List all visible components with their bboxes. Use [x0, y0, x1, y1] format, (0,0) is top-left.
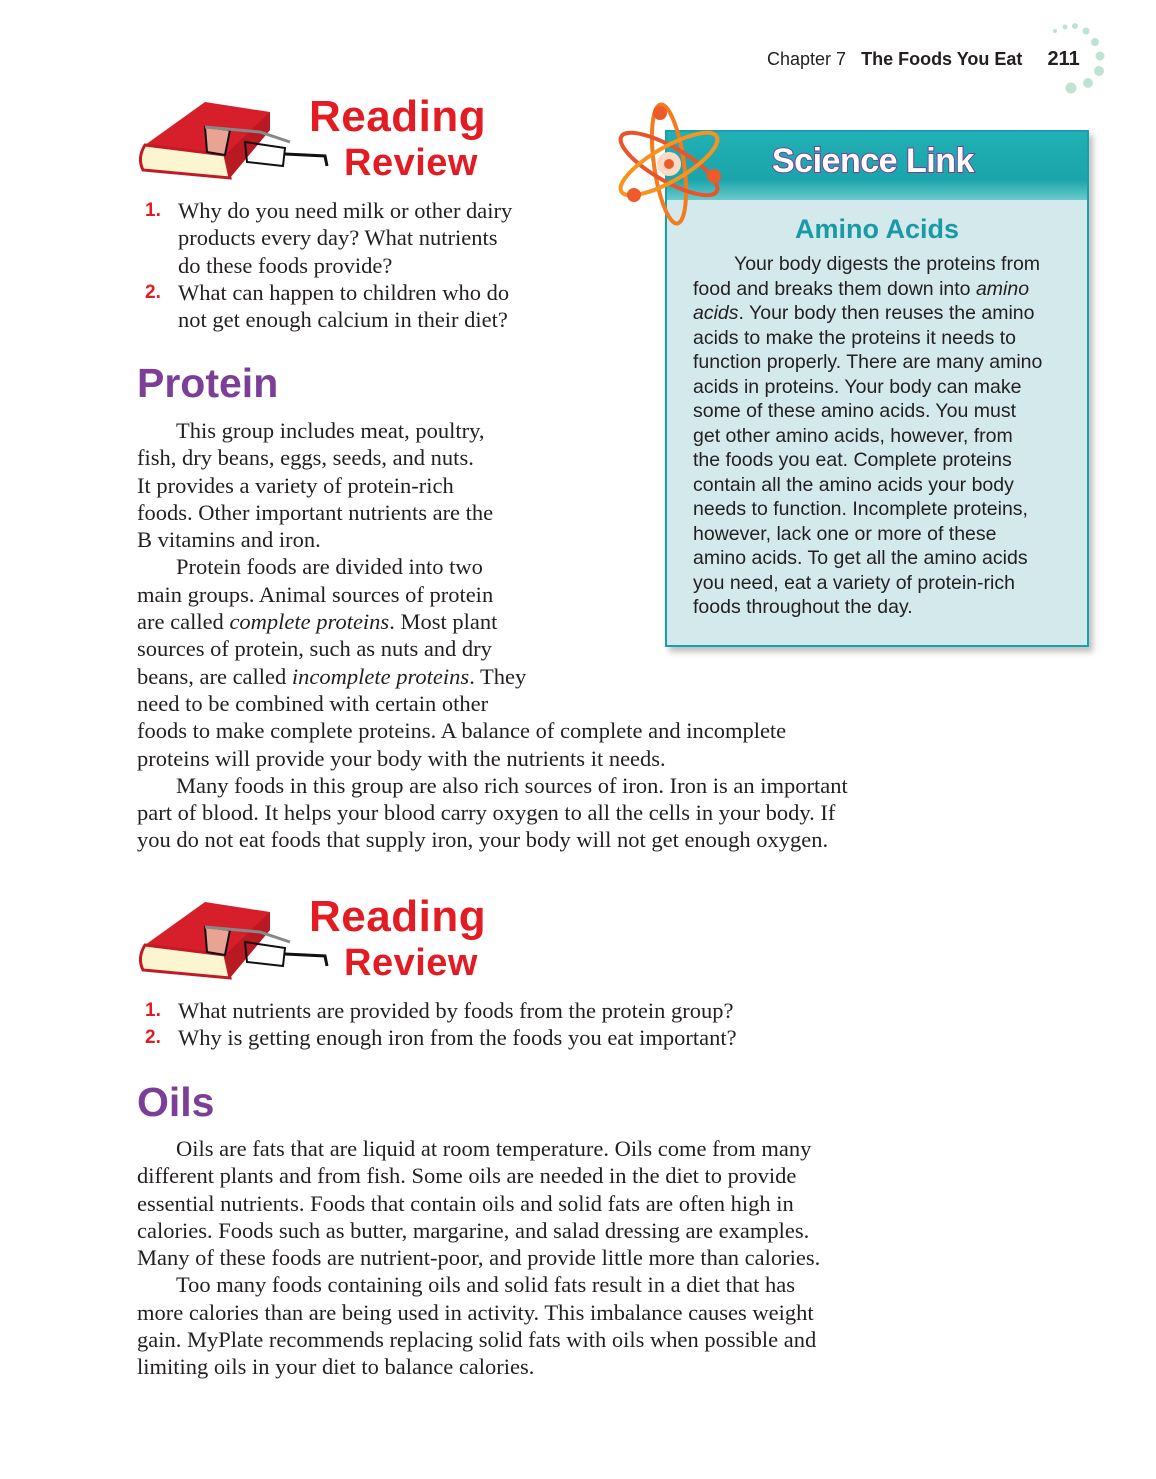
text-segment: . Most plant [389, 609, 498, 635]
running-header [767, 48, 1080, 71]
science-link-banner [667, 132, 1087, 200]
text-segment: part of blood. It helps your blood carry oxygen to all the cells in your body. If [137, 800, 836, 826]
text-line [137, 745, 848, 772]
text-segment: Many foods in this group are also rich sources of iron. Iron is an important [176, 772, 848, 798]
text-segment: It provides a variety of protein-rich [137, 472, 454, 498]
text-line [693, 252, 1042, 277]
reading-review-title-line1: Reading [309, 92, 487, 141]
text-segment: This group includes meat, poultry, [176, 418, 485, 443]
text-segment: amino acids. To get all the amino acids [693, 547, 1028, 569]
chapter-label: Chapter 7 [767, 49, 847, 69]
text-line [693, 595, 1042, 620]
text-line [137, 799, 848, 826]
text-line [693, 473, 1042, 498]
text-line [693, 277, 1042, 302]
text-line [137, 1135, 820, 1162]
text-line [693, 350, 1042, 375]
italic-term: acids [693, 302, 739, 324]
text-segment: Protein foods are divided into two [176, 554, 483, 580]
reading-review-header [135, 92, 495, 195]
text-segment: Many of these foods are nutrient-poor, and provide little more than calories. [137, 1245, 821, 1271]
science-link-label: Science Link [772, 142, 974, 180]
text-segment: Oils are fats that are liquid at room temperature. Oils come from many [176, 1136, 812, 1161]
question-line: Why do you need milk or other dairy [178, 198, 513, 223]
text-segment: foods to make complete proteins. A balance of complete and incomplete [137, 718, 787, 744]
text-segment: calories. Foods such as butter, margarine, and salad dressing are examples. [137, 1217, 810, 1243]
text-line [693, 375, 1042, 400]
text-segment: food and breaks them down into [693, 277, 976, 300]
text-line [693, 522, 1042, 547]
reading-review-title-line1: Reading [309, 892, 487, 941]
text-line [693, 301, 1042, 326]
decorative-dots-icon [1045, 18, 1115, 98]
reading-review-questions [137, 997, 857, 1052]
italic-term: incomplete proteins [291, 663, 470, 689]
text-line [137, 1162, 820, 1189]
atom-icon [612, 100, 727, 228]
text-segment: Your body digests the proteins from [734, 253, 1041, 275]
text-segment: limiting oils in your diet to balance calories. [137, 1354, 535, 1380]
question-item [137, 1024, 857, 1051]
science-link-box [665, 130, 1089, 647]
science-link-body [693, 252, 1042, 620]
text-segment: different plants and from fish. Some oils are needed in the diet to provide [137, 1163, 797, 1189]
question-line: What nutrients are provided by foods from the protein group? [178, 998, 734, 1023]
text-segment: acids in proteins. Your body can make [693, 375, 1022, 398]
question-item [137, 197, 577, 279]
text-segment: some of these amino acids. You must [693, 400, 1017, 422]
question-line: do these foods provide? [178, 252, 393, 278]
text-segment: contain all the amino acids your body [693, 473, 1014, 496]
reading-review-title-line2: Review [344, 942, 478, 984]
text-line [137, 1271, 820, 1298]
text-segment: need to be combined with certain other [137, 690, 489, 716]
question-line: products every day? What nutrients [178, 225, 498, 251]
text-line [137, 690, 848, 717]
text-segment: fish, dry beans, eggs, seeds, and nuts. [137, 445, 474, 471]
reading-review-header [135, 892, 495, 995]
text-line [137, 1299, 820, 1326]
text-line [693, 571, 1042, 596]
text-line [137, 826, 848, 853]
oils-body [137, 1135, 820, 1381]
text-segment: gain. MyPlate recommends replacing solid fats with oils when possible and [137, 1327, 817, 1353]
text-segment: main groups. Animal sources of protein [137, 581, 494, 607]
text-line [693, 424, 1042, 449]
text-segment: Too many foods containing oils and solid fats result in a diet that has [176, 1272, 795, 1298]
text-segment: you do not eat foods that supply iron, your body will not get enough oxygen. [137, 827, 829, 853]
question-number: 2. [145, 1027, 161, 1049]
text-line [137, 772, 848, 799]
text-segment: sources of protein, such as nuts and dry [137, 636, 492, 662]
section-heading-oils: Oils [137, 1079, 215, 1125]
question-number: 1. [145, 1000, 161, 1021]
text-segment: more calories than are being used in activity. This imbalance causes weight [137, 1299, 814, 1325]
text-segment: proteins will provide your body with the nutrients it needs. [137, 745, 666, 771]
text-line [137, 717, 848, 744]
section-heading-protein: Protein [137, 360, 279, 406]
text-line [693, 326, 1042, 351]
text-line [693, 497, 1042, 522]
text-line [693, 546, 1042, 571]
text-line [137, 1326, 820, 1353]
text-segment: function properly. There are many amino [693, 351, 1043, 373]
italic-term: amino [975, 277, 1030, 300]
text-segment: the foods you eat. Complete proteins [693, 449, 1012, 471]
text-segment: B vitamins and iron. [137, 527, 321, 553]
italic-term: complete proteins [229, 609, 390, 635]
text-segment: beans, are called [137, 663, 292, 689]
science-link-title: Amino Acids [794, 214, 960, 244]
question-line: Why is getting enough iron from the foods you eat important? [178, 1025, 737, 1051]
text-line [693, 448, 1042, 473]
chapter-title: The Foods You Eat [861, 49, 1023, 69]
text-segment: . They [469, 663, 527, 689]
text-segment: are called [137, 609, 230, 635]
page-number: 211 [1047, 48, 1080, 70]
text-segment: foods throughout the day. [693, 596, 913, 618]
text-segment: get other amino acids, however, from [693, 424, 1013, 447]
text-line [137, 1353, 820, 1380]
text-segment: foods. Other important nutrients are the [137, 499, 494, 525]
question-line: not get enough calcium in their diet? [178, 307, 508, 333]
text-segment: . Your body then reuses the amino [738, 302, 1035, 324]
text-segment: however, lack one or more of these [693, 522, 997, 545]
question-item [137, 279, 577, 334]
book-glasses-icon [135, 900, 335, 985]
text-segment: essential nutrients. Foods that contain oils and solid fats are often high in [137, 1190, 794, 1216]
book-glasses-icon [135, 100, 335, 185]
question-item [137, 997, 857, 1024]
question-line: What can happen to children who do [178, 279, 510, 305]
reading-review-title-line2: Review [344, 142, 478, 184]
text-segment: acids to make the proteins it needs to [693, 326, 1017, 349]
reading-review-questions [137, 197, 577, 333]
question-number: 1. [145, 200, 161, 221]
text-segment: needs to function. Incomplete proteins, [693, 498, 1028, 520]
question-number: 2. [145, 281, 161, 303]
text-line [137, 1244, 820, 1271]
text-segment: you need, eat a variety of protein-rich [693, 571, 1015, 594]
text-line [137, 1190, 820, 1217]
text-line [137, 1217, 820, 1244]
text-line [137, 663, 848, 690]
text-line [693, 399, 1042, 424]
